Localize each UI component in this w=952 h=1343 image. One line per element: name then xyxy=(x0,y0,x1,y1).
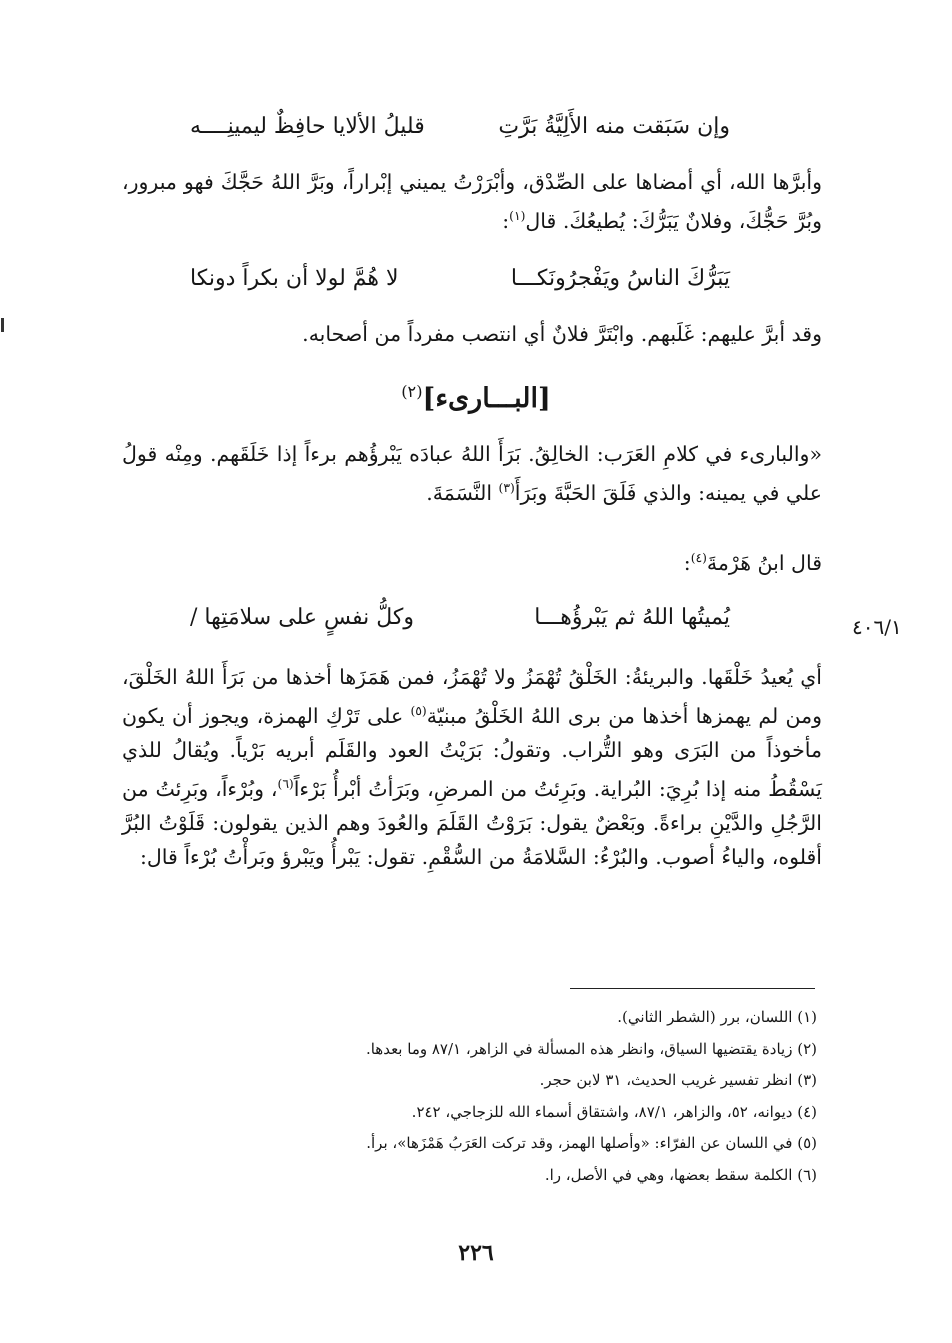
paragraph-5-text-c: ، وبُرْءاً، وبَرِئتُ من الرَّجُلِ والدَّيْنِ براءةً. وبَعْضٌ يقول: بَرَوْتُ القَلَمَ والعُودَ وهم الذين يقولون: قَلَوْتُ البُرَّ أقلوه، والياءُ أصوب. والبُرْءُ: السَّلامَةُ من السُّقْمِ. تقول: يَبْرأُ ويَبْرؤ وبَرأْتُ بُرْءاً قال: xyxy=(122,776,822,869)
footnote-ref-4: (٤) xyxy=(690,551,707,565)
footnote-ref-1: (١) xyxy=(509,209,526,223)
verse-1-first-hemistich: قليلُ الألايا حافِظٌ ليمينِــــه xyxy=(190,114,425,139)
paragraph-1 xyxy=(122,165,822,238)
paragraph-5-text-b: على تَرْكِ الهمزة، ويجوز أن يكون مأخوذاً من البَرَى وهو التُّراب. وتقولُ: بَرَيْتُ العود والقَلَم أبريه بَرْياً. ويُقالُ للذي يَسْقُطُ منه إذا بُرِيَ: البُراية. وبَرِئتُ من المرضِ، وبَرَأتُ أبْرأُ بَرْءاً xyxy=(122,703,822,801)
verse-line-1 xyxy=(190,110,730,144)
verse-2-second-hemistich: يَبَرُّكَ الناسُ ويَفْجرُونَكـــا xyxy=(510,266,730,291)
footnote-5: (٥) في اللسان عن الفرّاء: «وأصلها الهمز، وقد تركت العَرَبُ هَمْزَها»، برأ. xyxy=(366,1134,817,1152)
section-heading-text: [البـــارىء] xyxy=(422,383,551,414)
paragraph-2-text: وقد أبرَّ عليهم: غَلَبهم. وابْتَرَّ فلانٌ أي انتصب مفرداً من أصحابه. xyxy=(302,322,822,346)
footnote-1: (١) اللسان، برر (الشطر الثاني). xyxy=(617,1008,817,1026)
footnote-6: (٦) الكلمة سقط بعضها، وهي في الأصل، را. xyxy=(544,1165,817,1184)
page-number: ٢٢٦ xyxy=(458,1240,494,1266)
paragraph-2 xyxy=(122,317,822,351)
verse-3-first-hemistich: وكلُّ نفسٍ على سلامَتِها / xyxy=(190,605,415,630)
footnote-ref-2: (٢) xyxy=(401,382,423,401)
paragraph-5-text: أي يُعيدُ خَلْقَها. والبريئةُ: الخَلْقُ تُهْمَزُ ولا تُهْمَزُ، فمن هَمَزَها أخذها من بَرَأَ اللهُ الخَلْقَ، ومن لم يهمزها أخذها من برى اللهُ الخَلْقُ مبنيّة xyxy=(122,665,822,728)
paragraph-4 xyxy=(122,541,822,580)
paragraph-4-text: قال ابنُ هَرْمةَ xyxy=(706,550,822,575)
footnote-ref-3: (٣) xyxy=(498,481,515,495)
section-heading xyxy=(0,372,952,419)
paragraph-3-end: النَّسَمَةَ. xyxy=(426,480,499,505)
paragraph-1-end: : xyxy=(502,208,510,233)
footnote-ref-5: (٥) xyxy=(410,704,427,718)
footnote-divider xyxy=(570,988,815,989)
paragraph-3 xyxy=(122,437,822,510)
paragraph-3-text: «والبارىء في كلامِ العَرَب: الخالِقُ. بَرَأَ اللهُ عبادَه يَبْرؤُهم برءاً إذا خَلَقَهم. ومِنْه قولُ علي في يمينه: والذي فَلَقَ الحَبَّةَ وبَرَأَ xyxy=(122,442,822,505)
verse-line-2 xyxy=(190,262,730,296)
verse-line-3 xyxy=(190,601,730,635)
footnotes xyxy=(197,1002,817,1191)
paragraph-1-text: وأبرَّها الله، أي أمضاها على الصِّدْق، وأبْرَرْتُ يميني إبْراراً، وبَرَّ اللهُ حَجَّكَ فهو مبرور، وبُرَّ حَجُّكَ، وفلانٌ يَبَرُّكَ: يُطيعُكَ. قال xyxy=(122,170,822,233)
footnote-4: (٤) ديوانه، ٥٢، والزاهر، ٨٧/١، واشتقاق أسماء الله للزجاجي، ٢٤٢. xyxy=(411,1102,817,1121)
footnote-2: (٢) زيادة يقتضيها السياق، وانظر هذه المسألة في الزاهر، ٨٧/١ وما بعدها. xyxy=(365,1039,817,1058)
verse-2-first-hemistich: لا هُمَّ لولا أن بكراً دونكا xyxy=(190,266,399,291)
margin-reference: ٤٠٦/١ xyxy=(852,615,902,639)
verse-1-second-hemistich: وإن سَبَقت منه الأَلِيَّةُ بَرَّتِ xyxy=(498,114,730,139)
footnote-ref-6: (٦) xyxy=(277,776,294,791)
footnote-3: (٣) انظر تفسير غريب الحديث، ٣١ لابن حجر. xyxy=(539,1071,817,1089)
scan-edge-mark xyxy=(1,318,4,332)
paragraph-5 xyxy=(122,660,822,874)
verse-3-second-hemistich: يُميتُها اللهُ ثم يَبْرؤُهـــا xyxy=(534,605,730,630)
paragraph-4-end: : xyxy=(683,550,691,575)
